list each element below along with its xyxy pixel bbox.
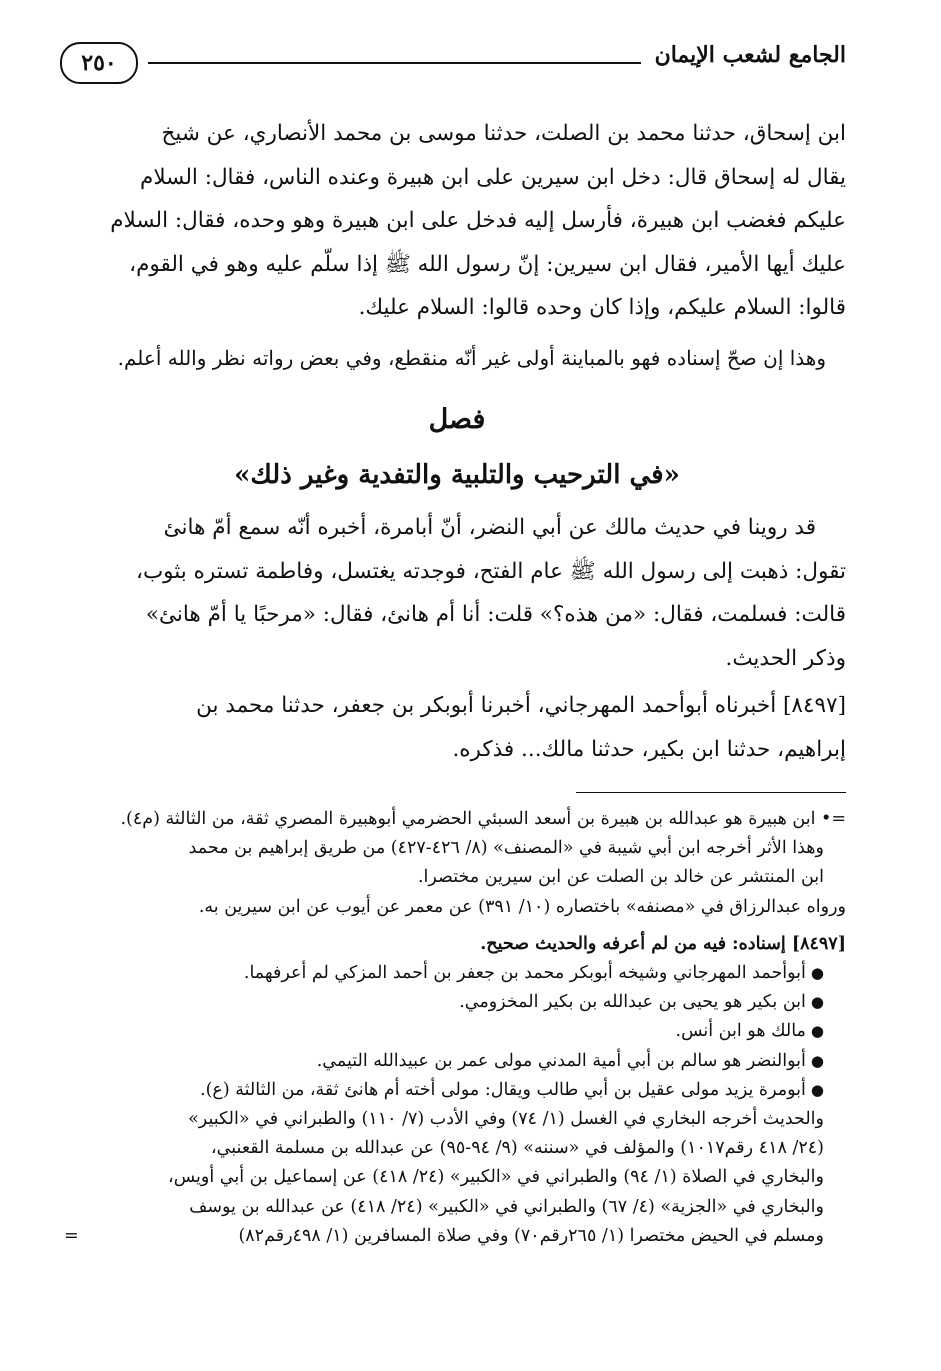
- bullet-text: أبومرة يزيد مولى عقيل بن أبي طالب ويقال: مولى أخته أم هانئ ثقة، من الثالثة (ع).: [200, 1079, 806, 1100]
- paragraph-2: [68, 506, 846, 680]
- text-line: تقول: ذهبت إلى رسول الله ﷺ عام الفتح، فوجدته يغتسل، وفاطمة تستره بثوب،: [136, 558, 846, 584]
- text-line: عليكم فغضب ابن هبيرة، فأرسل إليه فدخل على ابن هبيرة وهو وحده، فقال: السلام: [110, 208, 846, 233]
- footnote-separator: [576, 792, 846, 793]
- footnote-bullet-item: [64, 959, 846, 988]
- footnote-line: والحديث أخرجه البخاري في الغسل (١/ ٧٤) وفي الأدب (٧/ ١١٠) والطبراني في «الكبير»: [188, 1109, 824, 1130]
- section-subtitle: «في الترحيب والتلبية والتفدية وغير ذلك»: [234, 460, 680, 490]
- footnote-line: والبخاري في الصلاة (١/ ٩٤) والطبراني في «الكبير» (٢٤/ ٤١٨) عن إسماعيل بن أبي أويس،: [168, 1167, 824, 1188]
- paragraph-1: [68, 112, 846, 330]
- footnote-heading: [٨٤٩٧] إسناده: فيه من لم أعرفه والحديث صحيح.: [480, 933, 846, 954]
- text-line: قالت: فسلمت، فقال: «من هذه؟» قلت: أنا أم هانئ، فقال: «مرحبًا يا أمّ هانئ»: [145, 602, 846, 627]
- text-line: إبراهيم، حدثنا ابن بكير، حدثنا مالك... فذكره.: [452, 736, 846, 762]
- header-rule: [148, 62, 641, 64]
- bullet-text: أبوالنضر هو سالم بن أبي أمية المدني مولى عمر بن عبيدالله التيمي.: [316, 1050, 806, 1071]
- bullet-text: أبوأحمد المهرجاني وشيخه أبوبكر محمد بن جعفر بن أحمد المزكي لم أعرفهما.: [243, 963, 806, 984]
- page-header: [60, 38, 846, 88]
- footnote-bullet-item: [64, 988, 846, 1017]
- bullet-icon: ●: [810, 1051, 824, 1070]
- footnote-line: [64, 1222, 846, 1251]
- text-line: قد روينا في حديث مالك عن أبي النضر، أنّ أبامرة، أخبره أنّه سمع أمّ هانئ: [163, 515, 816, 540]
- bullet-text: ابن بكير هو يحيى بن عبدالله بن بكير المخزومي.: [459, 992, 806, 1013]
- text-line: قالوا: السلام عليكم، وإذا كان وحده قالوا: السلام عليك.: [358, 295, 846, 320]
- footnote-line: والبخاري في «الجزية» (٤/ ٦٧) والطبراني في «الكبير» (٢٤/ ٤١٨) عن عبدالله بن يوسف: [189, 1196, 824, 1217]
- footnote-bullet-item: [64, 1047, 846, 1076]
- paragraph-3: [68, 684, 846, 771]
- footnote-line: =• ابن هبيرة هو عبدالله بن هبيرة بن أسعد السبئي الحضرمي أبوهبيرة المصري ثقة، من الثالثة (م٤).: [120, 809, 846, 829]
- bullet-icon: ●: [810, 1080, 824, 1099]
- footnote-text: ومسلم في الحيض مختصرا (١/ ٢٦٥رقم٧٠) وفي صلاة المسافرين (١/ ٤٩٨رقم٨٢): [238, 1225, 824, 1246]
- footnote-gap: [64, 922, 846, 930]
- text-line: عليك أيها الأمير، فقال ابن سيرين: إنّ رسول الله ﷺ إذا سلّم عليه وهو في القوم،: [129, 251, 846, 277]
- footnote-line: وهذا الأثر أخرجه ابن أبي شيبة في «المصنف» (٨/ ٤٢٦-٤٢٧) من طريق إبراهيم بن محمد: [188, 838, 824, 859]
- page-number: ٢٥٠: [60, 42, 138, 84]
- text-line: وذكر الحديث.: [725, 645, 846, 671]
- footnote-line: ورواه عبدالرزاق في «مصنفه» باختصاره (١٠/ ٣٩١) عن معمر عن أيوب عن ابن سيرين به.: [198, 896, 846, 917]
- running-title: الجامع لشعب الإيمان: [654, 42, 846, 68]
- text-line: يقال له إسحاق قال: دخل ابن سيرين على ابن هبيرة وعنده الناس، فقال: السلام: [140, 164, 846, 190]
- footnote-line: (٢٤/ ٤١٨ رقم١٠١٧) والمؤلف في «سننه» (٩/ ٩٤-٩٥) عن عبدالله بن مسلمة القعنبي،: [211, 1138, 824, 1159]
- section-title: فصل: [428, 404, 486, 435]
- footnote-bullet-item: [64, 1076, 846, 1105]
- text-line: [٨٤٩٧] أخبرناه أبوأحمد المهرجاني، أخبرنا أبوبكر بن جعفر، حدثنا محمد بن: [196, 693, 846, 718]
- continuation-mark: =: [64, 1225, 79, 1246]
- bullet-icon: ●: [810, 993, 824, 1012]
- footnotes: [64, 805, 846, 1251]
- editor-note: وهذا إن صحّ إسناده فهو بالمباينة أولى غير أنّه منقطع، وفي بعض رواته نظر والله أعلم.: [117, 346, 826, 370]
- bullet-icon: ●: [810, 1022, 824, 1041]
- footnote-line: ابن المنتشر عن خالد بن الصلت عن ابن سيرين مختصرا.: [417, 867, 824, 888]
- text-line: ابن إسحاق، حدثنا محمد بن الصلت، حدثنا موسى بن محمد الأنصاري، عن شيخ: [161, 121, 846, 146]
- bullet-text: مالك هو ابن أنس.: [675, 1021, 806, 1042]
- bullet-icon: ●: [810, 964, 824, 983]
- footnote-bullet-item: [64, 1017, 846, 1046]
